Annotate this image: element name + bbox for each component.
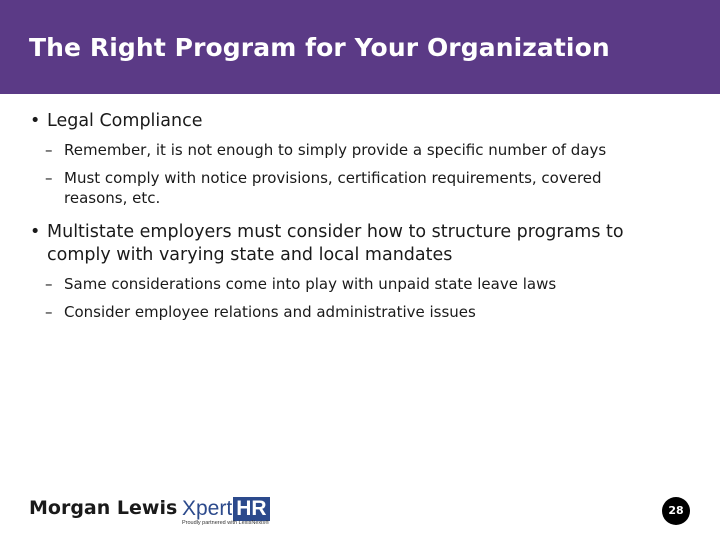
dash-glyph: – <box>45 169 53 187</box>
dash-glyph: – <box>45 275 53 293</box>
xperthr-logo-xpert: Xpert <box>182 497 233 520</box>
subbullet-text-line1: Must comply with notice provisions, certification requirements, covered <box>64 169 602 187</box>
title-bar <box>0 0 720 94</box>
morgan-lewis-logo: Morgan Lewis <box>29 497 178 519</box>
subbullet-text-line2: reasons, etc. <box>64 189 161 207</box>
dash-glyph: – <box>45 303 53 321</box>
bullet-glyph: • <box>30 222 41 242</box>
subbullet-text: Remember, it is not enough to simply provide a specific number of days <box>64 141 607 159</box>
xperthr-logo-hr: HR <box>233 497 269 521</box>
bullet-glyph: • <box>30 111 41 131</box>
slide-title: The Right Program for Your Organization <box>29 33 610 62</box>
xperthr-logo <box>182 497 270 521</box>
dash-glyph: – <box>45 141 53 159</box>
bullet-text-line1: Multistate employers must consider how to structure programs to <box>47 222 624 242</box>
subbullet-text: Consider employee relations and administrative issues <box>64 303 476 321</box>
xperthr-tagline: Proudly partnered with LexisNexis® <box>182 520 270 526</box>
page-number-badge: 28 <box>662 497 690 525</box>
bullet-text-line2: comply with varying state and local mandates <box>47 245 453 265</box>
subbullet-text: Same considerations come into play with unpaid state leave laws <box>64 275 557 293</box>
bullet-text: Legal Compliance <box>47 111 203 131</box>
